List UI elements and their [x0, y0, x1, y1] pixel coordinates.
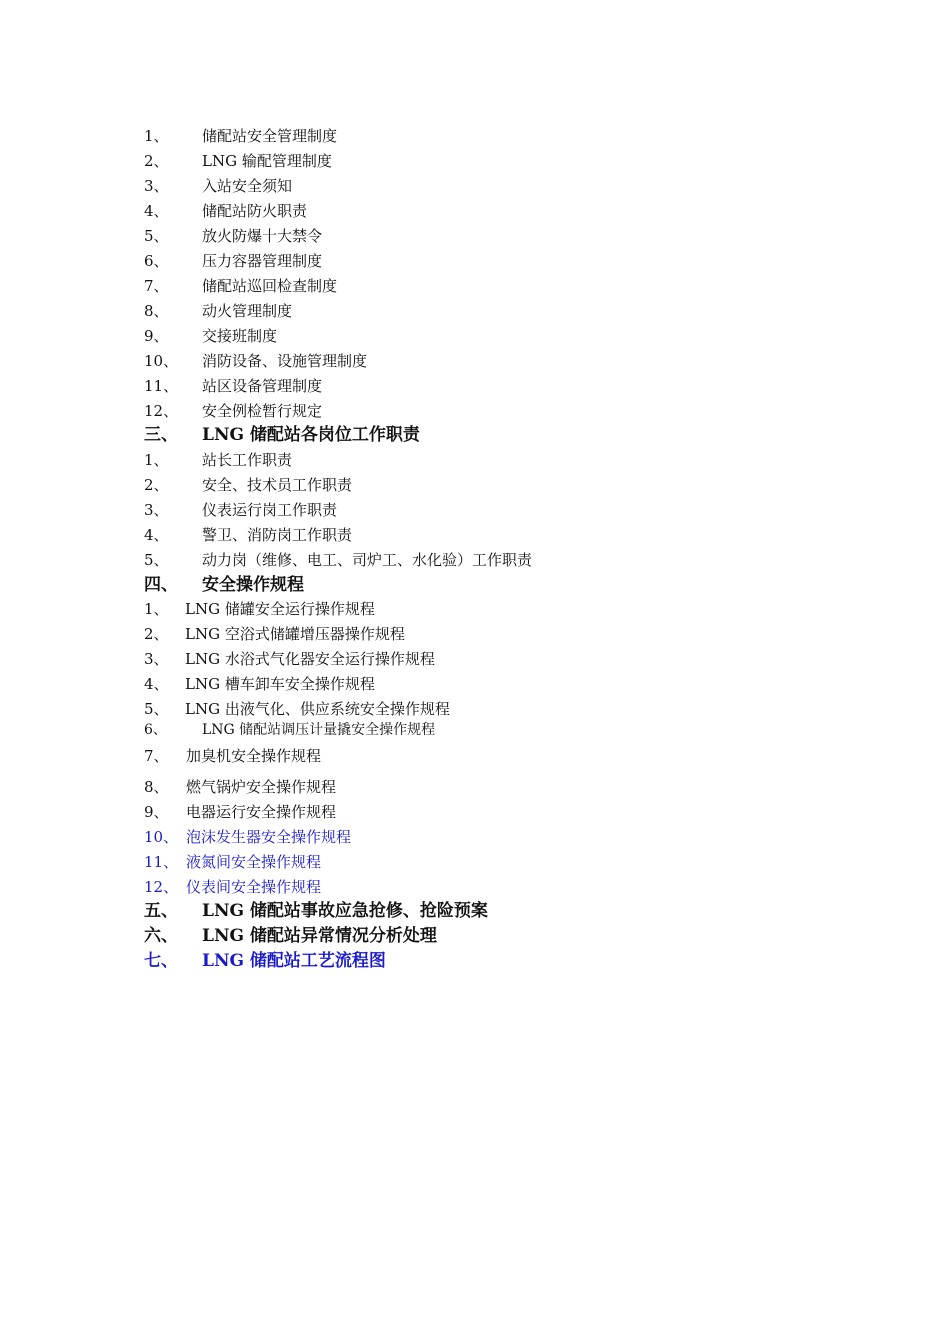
- entry-number: 8、: [144, 778, 169, 796]
- entry-number: 4、: [144, 202, 169, 220]
- entry-link-text[interactable]: 液氮间安全操作规程: [186, 853, 322, 871]
- entry-number: 8、: [144, 302, 169, 320]
- entry-text: 放火防爆十大禁令: [202, 227, 323, 245]
- entry-number: 1、: [144, 600, 169, 618]
- entry-text: 加臭机安全操作规程: [186, 747, 322, 765]
- entry-text: LNG 出液气化、供应系统安全操作规程: [185, 700, 450, 718]
- entry-text: 电器运行安全操作规程: [186, 803, 337, 821]
- section-title: LNG 储配站各岗位工作职责: [202, 425, 420, 445]
- entry-text: LNG 水浴式气化器安全运行操作规程: [185, 650, 435, 668]
- entry-text: 储配站巡回检查制度: [202, 277, 338, 295]
- section-number: 七、: [144, 951, 178, 971]
- section-title-link[interactable]: LNG 储配站工艺流程图: [202, 951, 386, 971]
- section-number: 五、: [144, 901, 178, 921]
- entry-number: 11、: [144, 853, 179, 871]
- entry-text: 站长工作职责: [202, 451, 293, 469]
- entry-number: 3、: [144, 501, 169, 519]
- section-number: 四、: [144, 575, 178, 595]
- entry-text: 站区设备管理制度: [202, 377, 323, 395]
- entry-number: 4、: [144, 675, 169, 693]
- section-number: 三、: [144, 425, 178, 445]
- entry-number: 1、: [144, 451, 169, 469]
- entry-number: 3、: [144, 650, 169, 668]
- section-number: 六、: [144, 926, 178, 946]
- entry-text: 交接班制度: [202, 327, 278, 345]
- section-title: LNG 储配站异常情况分析处理: [202, 926, 437, 946]
- entry-text: 动火管理制度: [202, 302, 293, 320]
- entry-text: 储配站安全管理制度: [202, 127, 338, 145]
- entry-number: 7、: [144, 747, 169, 765]
- entry-text: LNG 空浴式储罐增压器操作规程: [185, 625, 405, 643]
- entry-text: LNG 槽车卸车安全操作规程: [185, 675, 375, 693]
- entry-number: 1、: [144, 127, 169, 145]
- entry-text: 仪表运行岗工作职责: [202, 501, 338, 519]
- section-title: LNG 储配站事故应急抢修、抢险预案: [202, 901, 488, 921]
- entry-text: 燃气锅炉安全操作规程: [186, 778, 337, 796]
- entry-text: LNG 储罐安全运行操作规程: [185, 600, 375, 618]
- entry-number: 6、: [144, 252, 169, 270]
- entry-number: 3、: [144, 177, 169, 195]
- entry-text: 消防设备、设施管理制度: [202, 352, 368, 370]
- entry-text: 动力岗（维修、电工、司炉工、水化验）工作职责: [202, 551, 533, 569]
- entry-number: 11、: [144, 377, 179, 395]
- entry-number: 5、: [144, 227, 169, 245]
- entry-text: 警卫、消防岗工作职责: [202, 526, 353, 544]
- entry-number: 10、: [144, 828, 179, 846]
- entry-number: 9、: [144, 327, 169, 345]
- entry-text: 安全、技术员工作职责: [202, 476, 353, 494]
- entry-number: 6、: [144, 722, 167, 738]
- entry-number: 9、: [144, 803, 169, 821]
- entry-number: 5、: [144, 551, 169, 569]
- entry-number: 2、: [144, 476, 169, 494]
- entry-number: 12、: [144, 878, 179, 896]
- entry-text: 压力容器管理制度: [202, 252, 323, 270]
- entry-number: 2、: [144, 625, 169, 643]
- entry-text: 安全例检暂行规定: [202, 402, 323, 420]
- entry-number: 4、: [144, 526, 169, 544]
- entry-number: 2、: [144, 152, 169, 170]
- entry-text: 入站安全须知: [202, 177, 293, 195]
- entry-link-text[interactable]: 仪表间安全操作规程: [186, 878, 322, 896]
- entry-text: 储配站防火职责: [202, 202, 308, 220]
- section-title: 安全操作规程: [202, 575, 304, 595]
- entry-text: LNG 输配管理制度: [202, 152, 332, 170]
- entry-number: 10、: [144, 352, 179, 370]
- entry-text: LNG 储配站调压计量撬安全操作规程: [202, 722, 436, 738]
- entry-number: 5、: [144, 700, 169, 718]
- entry-number: 7、: [144, 277, 169, 295]
- entry-link-text[interactable]: 泡沫发生器安全操作规程: [186, 828, 352, 846]
- entry-number: 12、: [144, 402, 179, 420]
